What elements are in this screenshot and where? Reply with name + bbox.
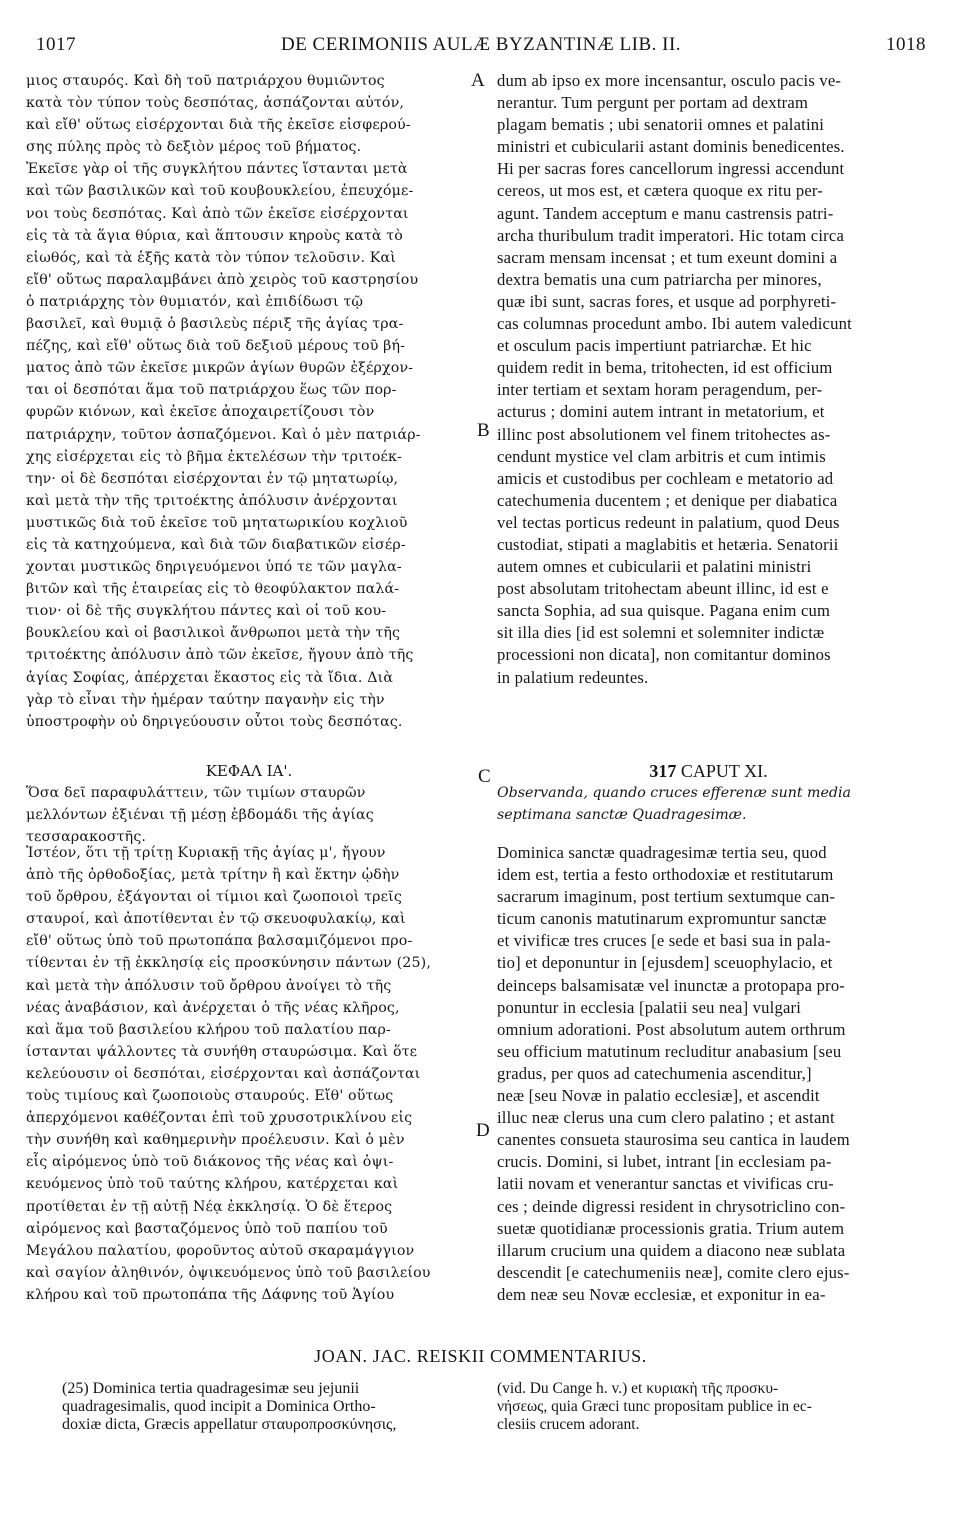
page-number-right: 1018 <box>886 34 926 55</box>
greek-text-line: σης πύλης πρὸς τὸ δεξιὸν μέρος τοῦ βήματος. <box>26 139 362 156</box>
greek-text-line: νέας ἀναβάσιον, καὶ ἀνέρχεται ὁ τῆς νέας κλῆρος, <box>26 999 400 1016</box>
latin-text-line: illinc post absolutionem vel finem tritohectes as- <box>497 424 831 444</box>
greek-text-line: τίθενται ἐν τῇ ἐκκλησίᾳ εἰς προσκύνησιν πάντων (25), <box>26 955 431 972</box>
latin-text-line: in palatium redeuntes. <box>497 667 649 687</box>
latin-text-line: Hi per sacras fores cancellorum ingressi accendunt <box>497 159 845 179</box>
greek-column-bottom <box>26 842 472 1306</box>
latin-text-line: cas columnas procedunt ambo. Ibi autem valedicunt <box>497 314 852 334</box>
running-title: DE CERIMONIIS AULÆ BYZANTINÆ LIB. II. <box>280 34 682 55</box>
latin-text-line: sacrarum imaginum, post tertium sextumque can- <box>497 887 836 907</box>
greek-text-line: εἰς τὰ κατηχούμενα, καὶ διὰ τῶν διαβατικῶν εἰσέρ- <box>26 536 406 553</box>
latin-text-line: crucis. Domini, si lubet, intrant [in ecclesiam pa- <box>497 1152 832 1172</box>
greek-text-line: προτίθεται ἐν τῇ αὐτῇ Νέᾳ ἐκκλησίᾳ. Ὁ δὲ ἕτερος <box>26 1198 393 1215</box>
latin-text-line: dextra bematis una cum patriarcha per minores, <box>497 269 822 289</box>
greek-subtitle-line: τεσσαρακοστῆς. <box>26 829 147 846</box>
commentary-line: (vid. Du Cange h. v.) et κυριακὴ τῆς προσκυ- <box>497 1380 779 1397</box>
greek-text-line: ται οἱ δεσπόται ἅμα τοῦ πατριάρχου ἕως τῶν πορ- <box>26 382 397 399</box>
latin-text-line: et vivificæ tres cruces [e sede et basi sua in pala- <box>497 931 831 951</box>
latin-chapter-heading <box>497 760 920 782</box>
commentary-left-column <box>62 1380 474 1434</box>
greek-text-line: χονται μυστικῶς δηριγευόμενοι ὑπό τε τῶν μαγλα- <box>26 559 402 576</box>
greek-text-line: μυστικῶς διὰ τοῦ ἐκεῖσε τοῦ μητατωρικίου κοχλιοῦ <box>26 514 408 531</box>
latin-text-line: deinceps balsamisatæ vel inunctæ a protopapa pro- <box>497 975 846 995</box>
greek-text-line: αἰρόμενος καὶ βασταζόμενος ὑπὸ τοῦ παπίου τοῦ <box>26 1220 388 1237</box>
latin-text-line: illarum crucium una quidem a diacono neæ sublata <box>497 1240 846 1260</box>
latin-text-line: quidem redit in bema, tritohecten, id est officium <box>497 358 833 378</box>
greek-text-line: καὶ τῶν βασιλικῶν καὶ τοῦ κουβουκλείου, ἐπευχόμε- <box>26 183 414 200</box>
greek-text-line: καὶ μετὰ τὴν τῆς τριτοέκτης ἀπόλυσιν ἀνέρχονται <box>26 492 398 509</box>
greek-text-line: Ἐκεῖσε γὰρ οἱ τῆς συγκλήτου πάντες ἵστανται μετὰ <box>26 161 408 178</box>
greek-text-line: σταυροί, καὶ ἀποτίθενται ἐν τῷ σκευοφυλακίῳ, καὶ <box>26 911 406 928</box>
greek-text-line: κευόμενος ὑπὸ τοῦ ταύτης κλήρου, κατέρχεται καὶ <box>26 1176 399 1193</box>
latin-text-line: gradus, per quos ad catechumenia ascenditur,] <box>497 1063 812 1083</box>
latin-text-line: omnium adorationi. Post absolutum autem orthrum <box>497 1019 846 1039</box>
greek-text-line: μιος σταυρός. Καὶ δὴ τοῦ πατριάρχου θυμιῶντος <box>26 73 385 89</box>
greek-text-line: ἀπὸ τῆς ὀρθοδοξίας, μετὰ τρίτην ἢ καὶ ἕκτην ᾠδὴν <box>26 867 400 884</box>
commentary-line: (25) Dominica tertia quadragesimæ seu jejunii <box>62 1380 360 1397</box>
latin-text-line: Dominica sanctæ quadragesimæ tertia seu, quod <box>497 843 827 862</box>
greek-text-line: βουκλείου καὶ οἱ βασιλικοὶ ἄνθρωποι μετὰ τὴν τῆς <box>26 625 401 642</box>
latin-text-line: canentes consueta staurosima seu cantica in laudem <box>497 1130 850 1150</box>
latin-text-line: ces ; deinde digressi resident in chrysotriclino con- <box>497 1196 846 1216</box>
latin-subtitle-line: Observanda, quando cruces efferenæ sunt media <box>497 785 851 801</box>
greek-text-line: φυρῶν κιόνων, καὶ ἐκεῖσε ἀποχαιρετίζουσι τὸν <box>26 404 375 421</box>
greek-text-line: καὶ σαγίον ἀληθινόν, ὀψικευόμενος ὑπὸ τοῦ βασιλείου <box>26 1264 431 1281</box>
latin-text-line: et osculum pacis impertiunt patriarchæ. Et hic <box>497 336 812 356</box>
latin-text-line: descendit [e catechumeniis neæ], comite clero ejus- <box>497 1262 850 1282</box>
greek-text-line: τοῦ ὄρθρου, ἐξάγονται οἱ τίμιοι καὶ ζωοποιοὶ τρεῖς <box>26 889 402 906</box>
latin-text-line: illuc neæ clerus una cum clero palatino ; et astant <box>497 1108 835 1128</box>
commentary-line: doxiæ dicta, Græcis appellatur σταυροπροσκύνησις, <box>62 1416 397 1433</box>
greek-text-line: εἷς αἰρόμενος ὑπὸ τοῦ διάκονος τῆς νέας καὶ ὀψι- <box>26 1154 394 1171</box>
greek-text-line: ὑποστροφὴν οὐ δηριγεύουσιν οὗτοι τοὺς δεσπότας. <box>26 713 403 730</box>
latin-chapter-subtitle <box>497 782 920 826</box>
greek-text-line: τιον· οἱ δὲ τῆς συγκλήτου πάντες καὶ οἱ τοῦ κου- <box>26 603 387 620</box>
greek-text-line: εἴθ' οὕτως παραλαμβάνει ἀπὸ χειρὸς τοῦ καστρησίου <box>26 271 419 288</box>
greek-text-line: γὰρ τὸ εἶναι τὴν ἡμέραν ταύτην παγανὴν εἰς τὴν <box>26 691 385 708</box>
latin-text-line: inter tertiam et sextam horam peragendum, per- <box>497 380 823 400</box>
greek-text-line: ματος ἀπὸ τῶν ἐκεῖσε μικρῶν ἁγίων θυρῶν ἐξέρχον- <box>26 360 414 377</box>
latin-column-top <box>497 70 920 689</box>
greek-text-line: καὶ μετὰ τὴν ἀπόλυσιν τοῦ ὄρθρου ἀνοίγει τὸ τῆς <box>26 977 392 994</box>
greek-text-line: τοὺς τιμίους καὶ ζωοποιοὺς σταυρούς. Εἴθ' οὕτως <box>26 1088 394 1105</box>
greek-chapter-subtitle <box>26 782 472 848</box>
greek-text-line: κελεύουσιν οἱ δεσπόται, εἰσέρχονται καὶ ἀσπάζονται <box>26 1065 421 1082</box>
greek-text-line: Μεγάλου παλατίου, φοροῦντος αὐτοῦ σκαραμάγγιον <box>26 1242 415 1259</box>
greek-text-line: τὴν συνήθη καὶ καθημερινὴν προέλευσιν. Καὶ ὁ μὲν <box>26 1132 405 1149</box>
latin-text-line: acturus ; domini autem intrant in metatorium, et <box>497 402 825 422</box>
commentary-right-column <box>497 1380 920 1434</box>
greek-text-line: νοι τοὺς δεσπότας. Καὶ ἀπὸ τῶν ἐκεῖσε εἰσέρχονται <box>26 205 409 222</box>
greek-subtitle-line: μελλόντων ἐξιέναι τῇ μέσῃ ἑβδομάδι τῆς ἁγίας <box>26 807 374 824</box>
latin-text-line: vel tectas porticus redeunt in palatium, quod Deus <box>497 512 840 532</box>
greek-column-top <box>26 70 472 733</box>
latin-text-line: post absolutam tritohectam abeunt illinc, id est e <box>497 579 829 599</box>
margin-marker-b: B <box>477 420 490 441</box>
greek-chapter-heading-block <box>26 760 472 848</box>
greek-subtitle-line: Ὅσα δεῖ παραφυλάττειν, τῶν τιμίων σταυρῶν <box>26 785 366 801</box>
latin-text-line: processioni non dicata], non comitantur dominos <box>497 645 831 665</box>
latin-text-line: amicis et custodibus per cochleam e metatorio ad <box>497 468 834 488</box>
latin-text-line: cereos, ut mos est, et cætera quoque ex ritu per- <box>497 181 824 201</box>
greek-text-line: ὁ πατριάρχης τὸν θυμιατόν, καὶ ἐπιδίδωσι τῷ <box>26 293 364 310</box>
margin-marker-a: A <box>471 70 485 91</box>
margin-marker-d: D <box>476 1120 490 1141</box>
running-header <box>36 34 926 56</box>
latin-text-line: suetæ quotidianæ processionis gratia. Trium autem <box>497 1218 845 1238</box>
greek-text-line: ἁγίας Σοφίας, ἀπέρχεται ἕκαστος εἰς τὰ ἴδια. Διὰ <box>26 669 394 686</box>
chapter-number: 317 <box>649 761 677 781</box>
greek-text-line: πατριάρχην, τοῦτον ἀσπαζόμενοι. Καὶ ὁ μὲν πατριάρ- <box>26 426 421 443</box>
greek-text-line: ίστανται ψάλλοντες τὰ συνήθη σταυρώσιμα. Καὶ ὅτε <box>26 1043 418 1060</box>
latin-text-line: tio] et deponuntur in [ejusdem] sceuophylacio, et <box>497 953 833 973</box>
greek-text-line: ἀπερχόμενοι καθέζονται ἐπὶ τοῦ χρυσοτρικλίνου εἰς <box>26 1110 413 1127</box>
latin-text-line: sacram mensam incensat ; et tum exeunt domini a <box>497 247 838 267</box>
latin-text-line: sit illa dies [id est solemni et solemniter indictæ <box>497 623 825 643</box>
latin-text-line: catechumenia ducentem ; et denique per diabatica <box>497 490 838 510</box>
latin-text-line: seu officium matutinum recluditur anabasium [seu <box>497 1041 842 1061</box>
commentary-line: quadragesimalis, quod incipit a Dominica Ortho- <box>62 1398 376 1415</box>
latin-text-line: custodiat, stipati a maglabitis et hetæria. Senatorii <box>497 534 839 554</box>
latin-text-line: quæ ibi sunt, sacras fores, et usque ad porphyreti- <box>497 291 837 311</box>
latin-text-line: nerantur. Tum pergunt per portam ad dextram <box>497 93 809 113</box>
latin-subtitle-line: septimana sanctæ Quadragesimæ. <box>497 807 747 824</box>
greek-text-line: εἴθ' οὕτως ὑπὸ τοῦ πρωτοπάπα βαλσαμιζόμενοι προ- <box>26 933 413 950</box>
latin-text-line: dum ab ipso ex more incensantur, osculo pacis ve- <box>497 71 842 90</box>
latin-text-line: cendunt mystice vel clam arbitris et cum intimis <box>497 446 826 466</box>
latin-text-line: archa thuribulum tradit imperatori. Hic totam circa <box>497 225 845 245</box>
greek-text-line: καὶ ἅμα τοῦ βασιλείου κλήρου τοῦ παλατίου παρ- <box>26 1021 391 1038</box>
latin-text-line: latii novam et venerantur sanctas et vivificas cru- <box>497 1174 834 1194</box>
latin-chapter-heading-block <box>497 760 920 826</box>
greek-text-line: πέζης, καὶ εἴθ' οὕτως διὰ τοῦ δεξιοῦ μέρους τοῦ βή- <box>26 338 406 355</box>
greek-text-line: καὶ εἴθ' οὕτως εἰσέρχονται διὰ τῆς ἐκεῖσε εἰσφερού- <box>26 117 411 134</box>
latin-text-line: plagam bematis ; ubi senatorii omnes et palatini <box>497 115 825 135</box>
chapter-title: CAPUT XI. <box>680 761 768 781</box>
greek-text-line: την· οἱ δὲ δεσπόται εἰσέρχονται ἐν τῷ μητατωρίῳ, <box>26 470 399 487</box>
margin-marker-c: C <box>478 766 491 787</box>
latin-text-line: ponuntur in ecclesia [palatii seu nea] vulgari <box>497 997 802 1017</box>
latin-text-line: dem neæ seu Novæ ecclesiæ, et exponitur in ea- <box>497 1284 826 1304</box>
latin-text-line: sancta Sophia, ad sua quisque. Pagana enim cum <box>497 601 831 621</box>
greek-text-line: εἰωθός, καὶ τὰ ἑξῆς κατὰ τὸν τύπον τελοῦσιν. Καὶ <box>26 249 396 266</box>
greek-text-line: τριτοέκτης ἀπόλυσιν ἀπὸ τῶν ἐκεῖσε, ἤγουν ἀπὸ τῆς <box>26 647 414 664</box>
latin-text-line: autem omnes et cubicularii et palatini ministri <box>497 557 812 577</box>
commentary-line: clesiis crucem adorant. <box>497 1416 640 1433</box>
greek-chapter-heading: ΚΕΦΑΛ ΙΑ'. <box>205 762 293 780</box>
page-number-left: 1017 <box>36 34 76 55</box>
greek-text-line: βιτῶν καὶ τῆς ἑταιρείας εἰς τὸ θεοφύλακτον παλά- <box>26 581 400 598</box>
greek-text-line: χης εἰσέρχεται εἰς τὸ βῆμα ἐκτελέσων τὴν τριτοέκ- <box>26 448 402 465</box>
commentary-title: JOAN. JAC. REISKII COMMENTARIUS. <box>314 1346 647 1366</box>
latin-column-bottom <box>497 842 920 1306</box>
greek-text-line: κατὰ τὸν τύπον τοὺς δεσπότας, ἀσπάζονται αὐτόν, <box>26 95 405 112</box>
commentary-line: νήσεως, quia Græci tunc propositam publice in ec- <box>497 1398 812 1415</box>
latin-text-line: ticum canonis matutinarum expromuntur sanctæ <box>497 909 827 929</box>
greek-text-line: κλήρου καὶ τοῦ πρωτοπάπα τῆς Δάφνης τοῦ Ἁγίου <box>26 1286 395 1303</box>
latin-text-line: neæ [seu Novæ in palatio ecclesiæ], et ascendit <box>497 1086 820 1106</box>
greek-text-line: Ἰστέον, ὅτι τῇ τρίτῃ Κυριακῇ τῆς ἁγίας μ', ἤγουν <box>26 845 386 861</box>
latin-text-line: idem est, tertia a festo orthodoxiæ et restitutarum <box>497 865 834 885</box>
greek-text-line: εἰς τὰ τὰ ἅγια θύρια, καὶ ἅπτουσιν κηροὺς κατὰ τὸ <box>26 227 403 244</box>
latin-text-line: agunt. Tandem acceptum e manu castrensis patri- <box>497 203 834 223</box>
latin-text-line: ministri et cubicularii astant dominis benedicentes. <box>497 137 845 157</box>
greek-text-line: βασιλεῖ, καὶ θυμιᾷ ὁ βασιλεὺς πέριξ τῆς ἁγίας τρα- <box>26 316 404 333</box>
